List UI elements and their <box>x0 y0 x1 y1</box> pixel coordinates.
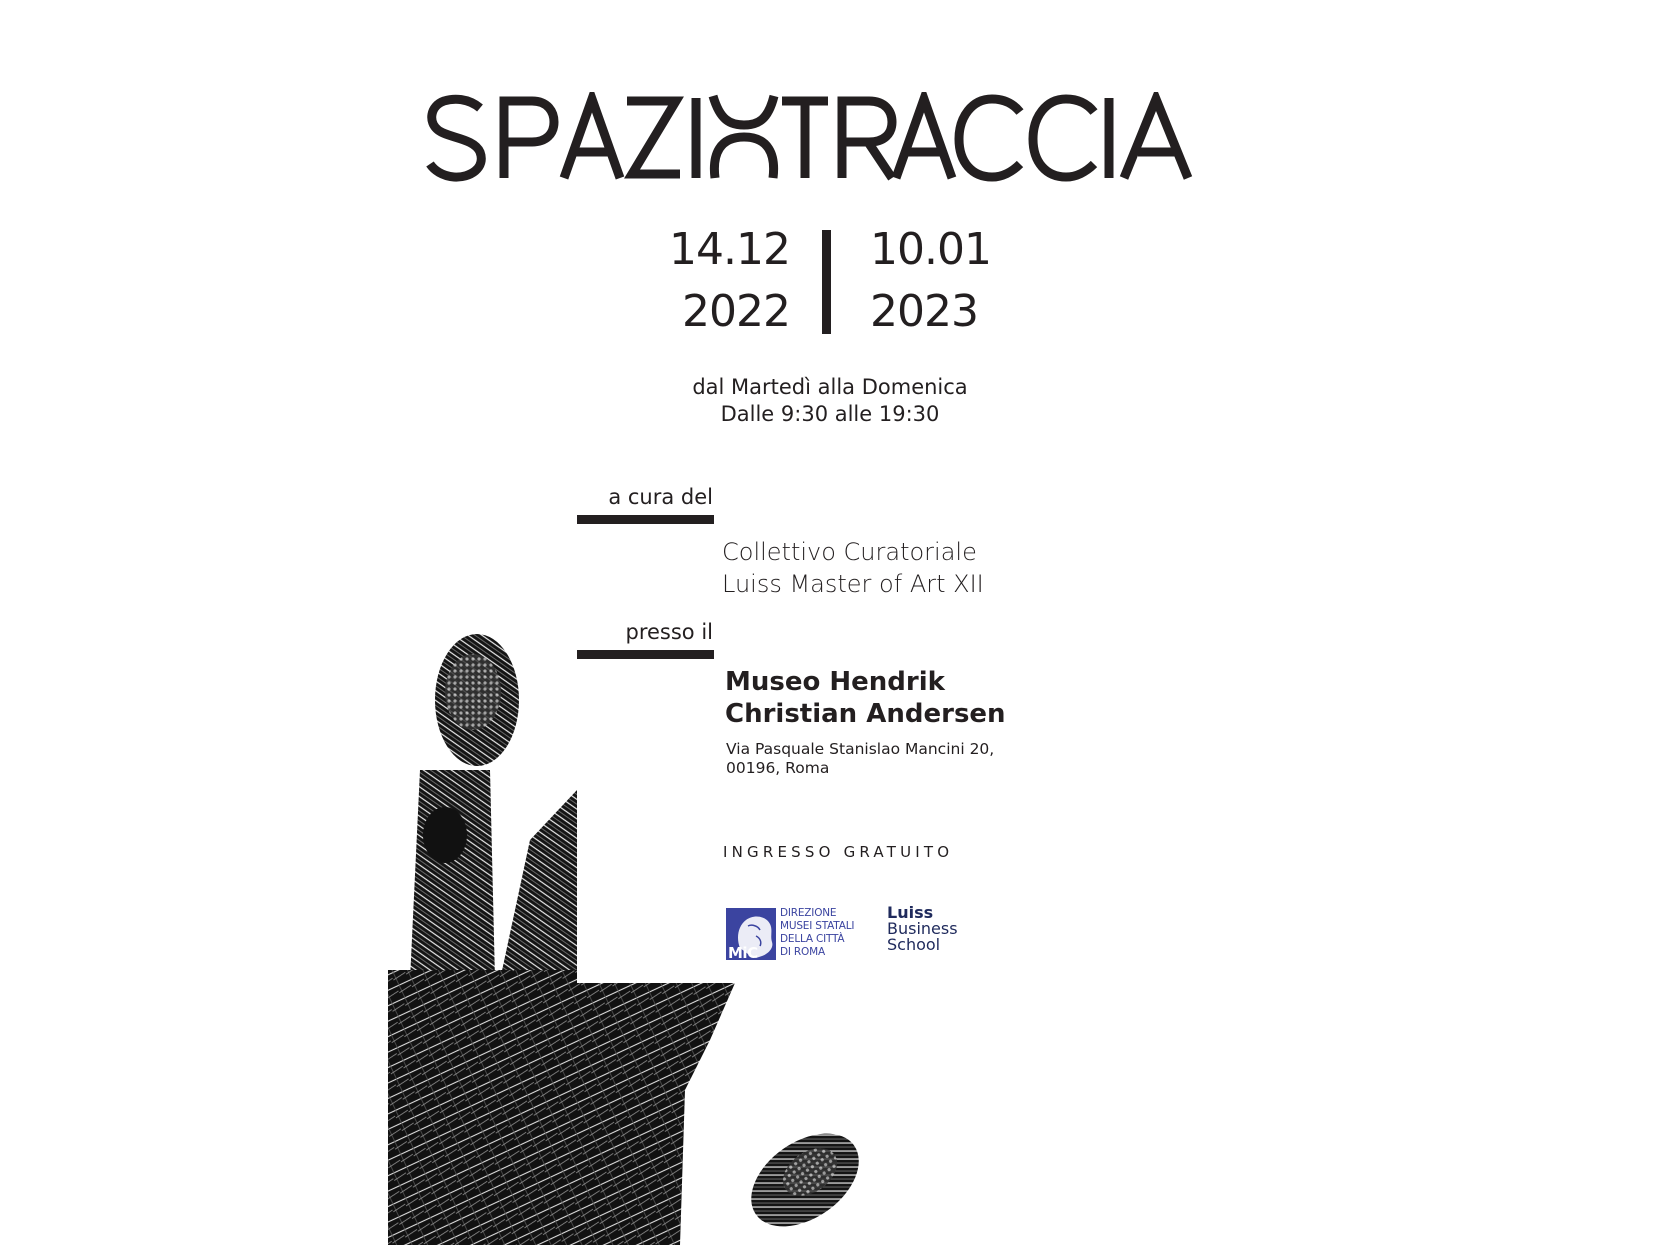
venue-address <box>726 740 994 778</box>
mic-line1: DIREZIONE <box>780 907 837 919</box>
curator-line2: Luiss Master of Art XII <box>722 570 984 598</box>
mic-badge: MiC <box>728 944 758 960</box>
opening-time: Dalle 9:30 alle 19:30 <box>720 402 940 426</box>
address-line2: 00196, Roma <box>726 759 830 777</box>
mic-line2: MUSEI STATALI <box>780 920 855 932</box>
mic-logo-text <box>780 907 854 959</box>
start-day: 14.12 <box>669 224 790 275</box>
luiss-logo <box>887 905 958 953</box>
opening-hours <box>580 374 1080 428</box>
end-year: 2023 <box>870 286 978 337</box>
mic-line4: DI ROMA <box>780 946 825 958</box>
venue-label: presso il <box>625 620 713 644</box>
curated-by-label: a cura del <box>608 485 713 509</box>
curator <box>722 536 984 600</box>
mic-line3: DELLA CITTÀ <box>780 933 845 945</box>
venue-rule <box>577 650 714 659</box>
luiss-line2: Business <box>887 919 958 938</box>
luiss-line1: Luiss <box>887 903 934 922</box>
exhibition-title <box>424 92 1246 182</box>
curated-by-rule <box>577 515 714 524</box>
date-divider <box>822 230 831 334</box>
address-line1: Via Pasquale Stanislao Mancini 20, <box>726 740 995 758</box>
end-day: 10.01 <box>870 224 991 275</box>
luiss-line3: School <box>887 935 941 954</box>
start-year: 2022 <box>682 286 790 337</box>
curator-line1: Collettivo Curatoriale <box>722 538 977 566</box>
venue-name <box>725 666 1006 730</box>
opening-days: dal Martedì alla Domenica <box>692 375 968 399</box>
venue-name-line1: Museo Hendrik <box>725 667 945 697</box>
admission-info: INGRESSO GRATUITO <box>723 843 954 861</box>
venue-name-line2: Christian Andersen <box>725 699 1006 729</box>
mic-logo <box>726 908 776 960</box>
